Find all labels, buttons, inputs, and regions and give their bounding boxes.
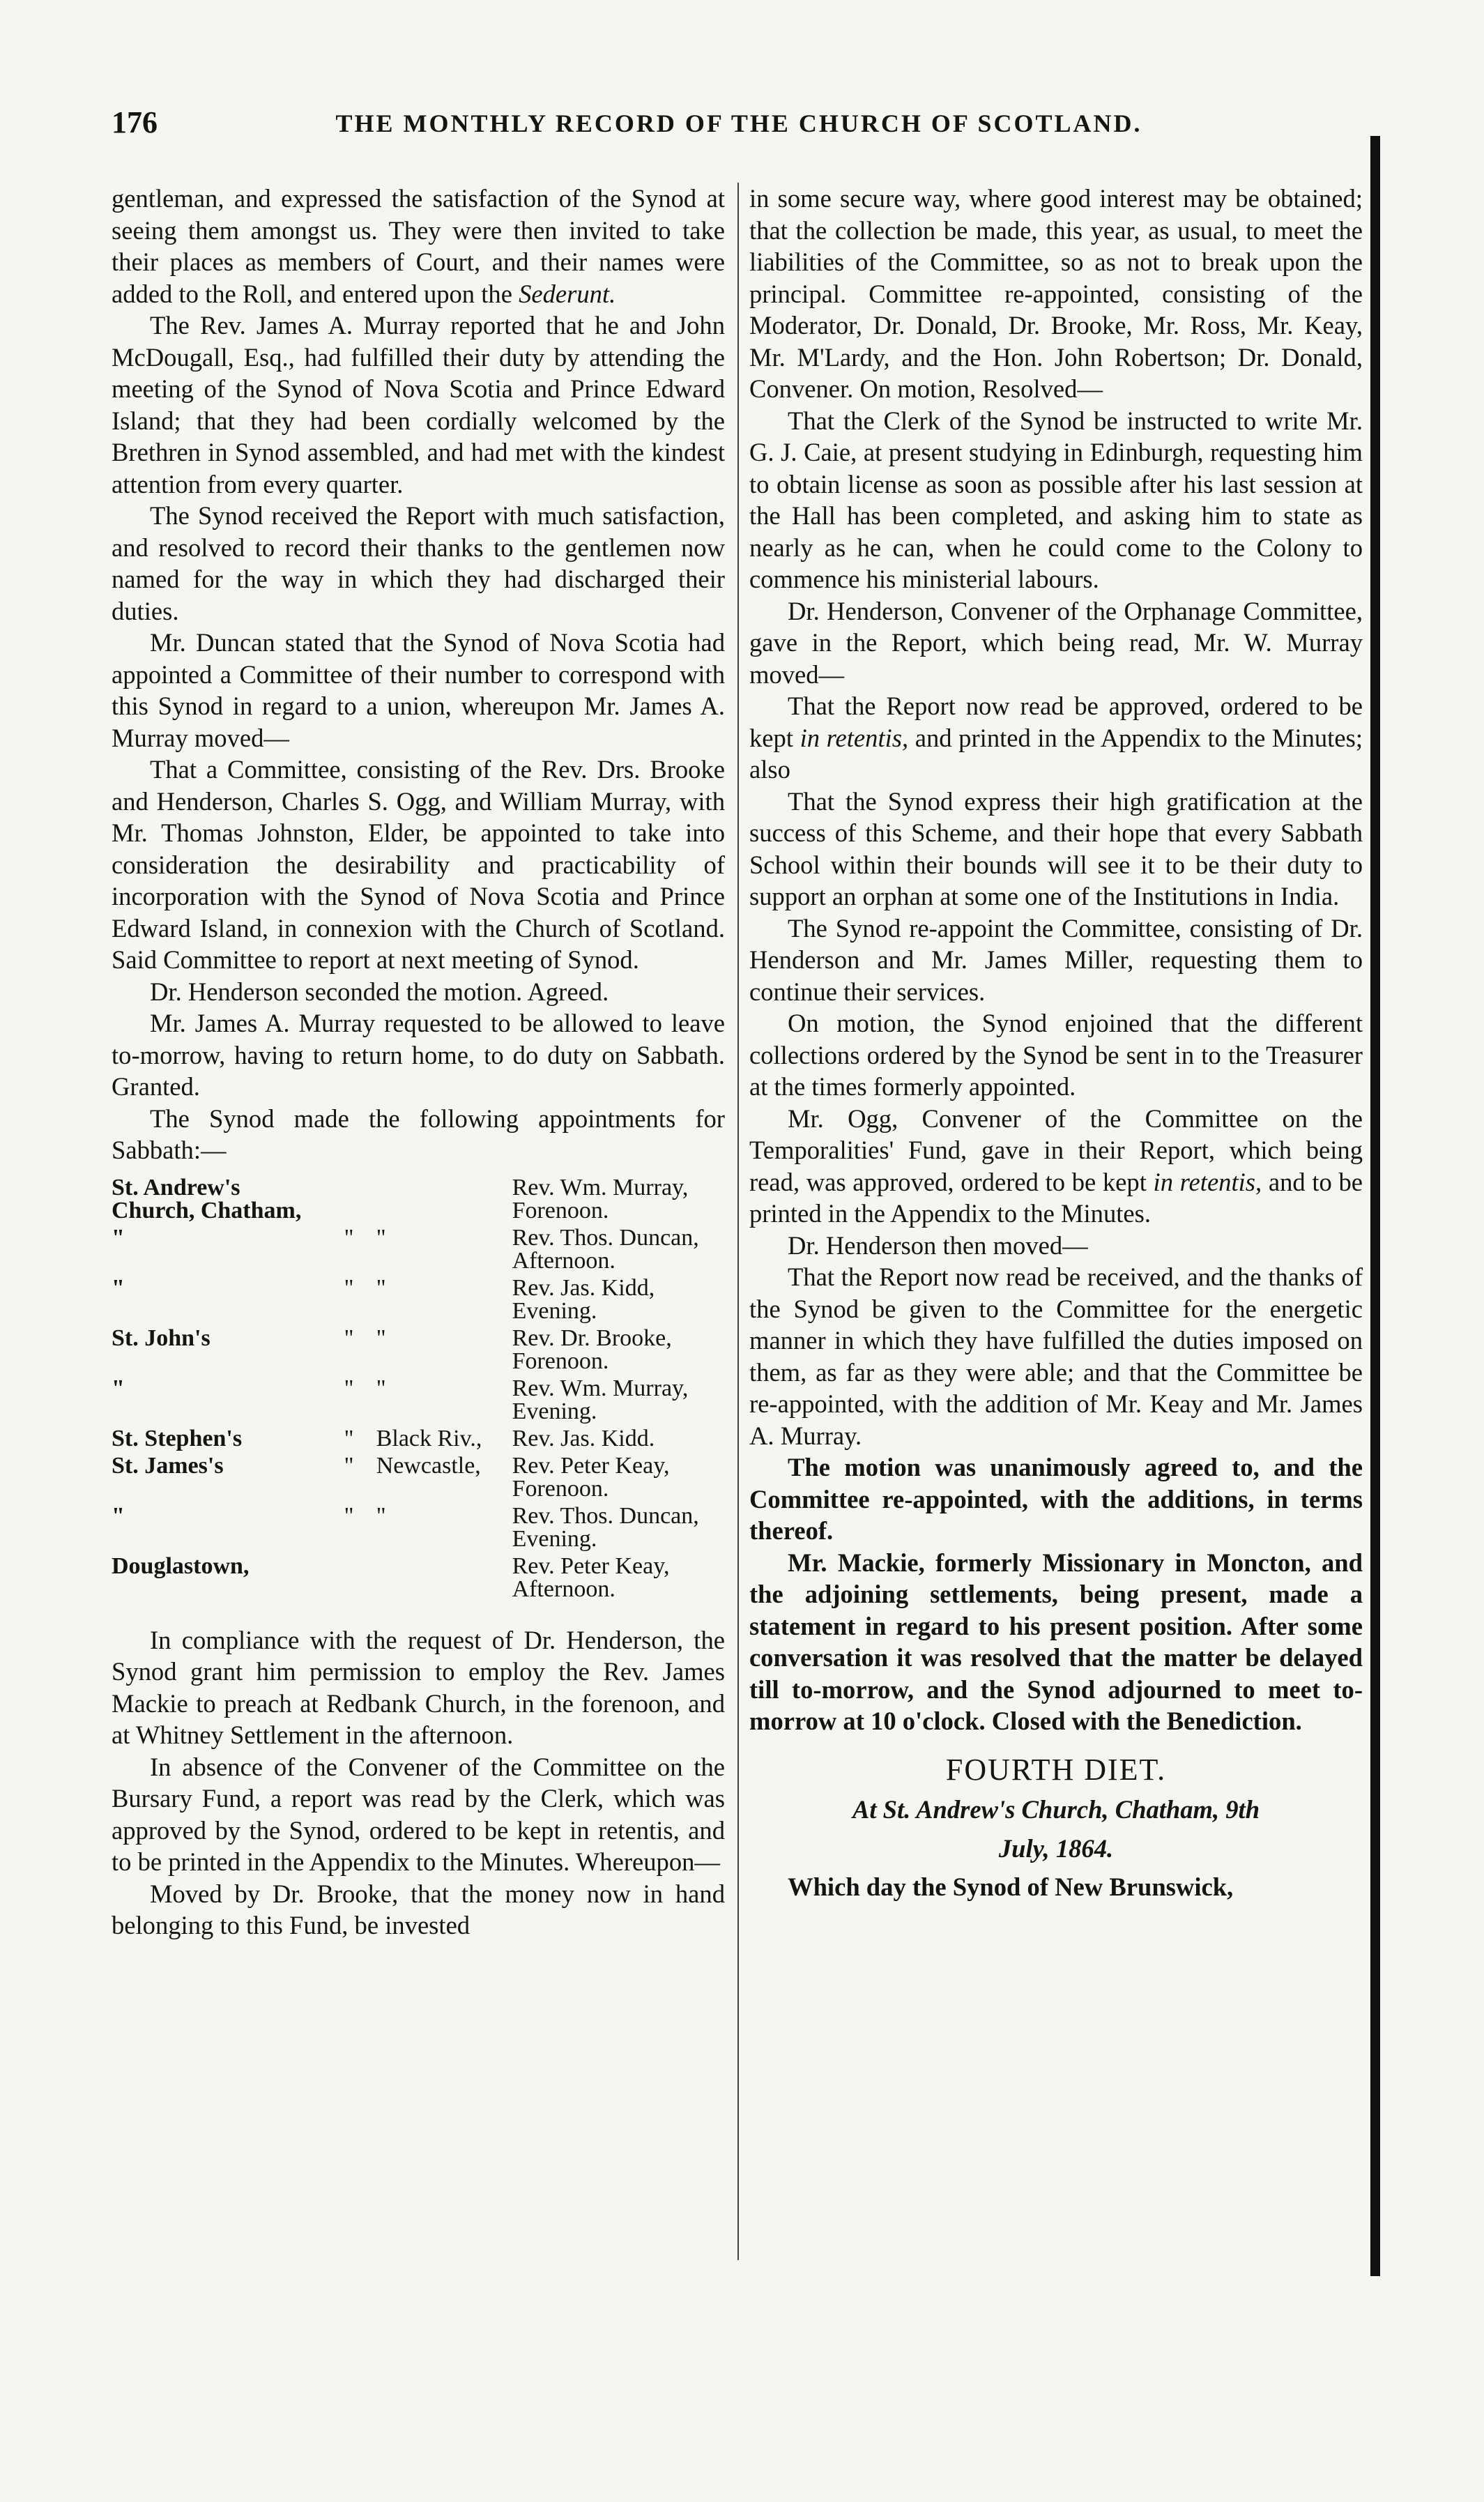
- schedule-preacher: Rev. Peter Keay, Afternoon.: [512, 1553, 670, 1602]
- schedule-ditto: [324, 1176, 376, 1226]
- running-title: THE MONTHLY RECORD OF THE CHURCH OF SCOTLAND.: [335, 109, 1142, 137]
- schedule-place: St. Andrew's Church, Chatham,: [112, 1174, 302, 1223]
- paragraph: gentleman, and expressed the satisfaction of the Synod at seeing them amongst us. They were then invited to take their places as members of Court, and their names were added to the Roll, and entered upon the Sederunt.: [112, 184, 725, 308]
- schedule-row: [112, 1427, 725, 1454]
- schedule-preacher: Rev. Wm. Murray, Evening.: [512, 1375, 689, 1424]
- schedule-preacher: Rev. Peter Keay, Forenoon.: [512, 1452, 670, 1502]
- paragraph: That the Report now read be approved, ordered to be kept in retentis, and printed in the Appendix to the Minutes; also: [749, 692, 1363, 784]
- schedule-ditto: ": [344, 1325, 354, 1351]
- schedule-location: Newcastle,: [376, 1452, 481, 1479]
- schedule-row: [112, 1327, 725, 1377]
- schedule-ditto: ": [344, 1502, 354, 1529]
- paragraph: In absence of the Convener of the Committee on the Bursary Fund, a report was read by the Clerk, which was approved by the Synod, ordered to be kept in retentis, and to be printed in the Appendix to the Minutes. Whereupon—: [112, 1752, 725, 1876]
- left-column: [112, 183, 725, 1942]
- schedule-preacher: Rev. Jas. Kidd.: [512, 1425, 655, 1451]
- paragraph: Mr. James A. Murray requested to be allowed to leave to-morrow, having to return home, to do duty on Sabbath. Granted.: [112, 1009, 725, 1101]
- paragraph: The motion was unanimously agreed to, and the Committee re-appointed, with the additions, in terms thereof.: [749, 1453, 1363, 1545]
- schedule-ditto: ": [344, 1274, 354, 1301]
- paragraph: Moved by Dr. Brooke, that the money now in hand belonging to this Fund, be invested: [112, 1879, 725, 1939]
- schedule-location: [376, 1555, 512, 1605]
- schedule-place: ": [112, 1502, 125, 1529]
- page-header: [112, 105, 1366, 153]
- schedule-ditto: ": [344, 1224, 354, 1251]
- section-heading: FOURTH DIET.: [945, 1752, 1167, 1787]
- paragraph: That the Clerk of the Synod be instructed to write Mr. G. J. Caie, at present studying in Edinburgh, requesting him to obtain license as soon as possible after his last session at the Hall has been completed, and asking him to state as nearly as he can, when he could come to the Colony to commence his ministerial labours.: [749, 406, 1363, 593]
- schedule-ditto: ": [344, 1425, 354, 1451]
- page-edge-bar: [1370, 136, 1380, 2276]
- schedule-preacher: Rev. Jas. Kidd, Evening.: [512, 1274, 655, 1324]
- schedule-location: [376, 1176, 512, 1226]
- paragraph: That a Committee, consisting of the Rev. Drs. Brooke and Henderson, Charles S. Ogg, and William Murray, with Mr. Thomas Johnston, Elder, be appointed to take into consideration the desirability and practicability of incorporation with the Synod of Nova Scotia and Prince Edward Island, in connexion with the Church of Scotland. Said Committee to report at next meeting of Synod.: [112, 755, 725, 974]
- paragraph: Dr. Henderson seconded the motion. Agreed.: [150, 977, 609, 1006]
- schedule-ditto: ": [344, 1375, 354, 1401]
- paragraph: Dr. Henderson then moved—: [788, 1230, 1088, 1260]
- schedule-place: ": [112, 1375, 125, 1401]
- paragraph: Mr. Duncan stated that the Synod of Nova Scotia had appointed a Committee of their number to correspond with this Synod in regard to a union, whereupon Mr. James A. Murray moved—: [112, 628, 725, 752]
- paragraph: On motion, the Synod enjoined that the different collections ordered by the Synod be sent in to the Treasurer at the times formerly appointed.: [749, 1009, 1363, 1101]
- paragraph: That the Report now read be received, and the thanks of the Synod be given to the Committee for the energetic manner in which they have fulfilled the duties imposed on them, as far as they were able; and that the Committee be re-appointed, with the addition of Mr. Keay and Mr. James A. Murray.: [749, 1263, 1363, 1450]
- schedule-row: [112, 1226, 725, 1276]
- paragraph: Which day the Synod of New Brunswick,: [788, 1872, 1234, 1901]
- dateline: At St. Andrew's Church, Chatham, 9th: [852, 1795, 1260, 1824]
- schedule-ditto: ": [344, 1452, 354, 1479]
- schedule-location: ": [376, 1375, 386, 1401]
- schedule-row: [112, 1555, 725, 1605]
- schedule-place: ": [112, 1274, 125, 1301]
- schedule-row: [112, 1276, 725, 1327]
- schedule-place: Douglastown,: [112, 1553, 250, 1579]
- schedule-place: St. John's: [112, 1325, 211, 1351]
- page-number: 176: [112, 105, 158, 139]
- schedule-place: St. James's: [112, 1452, 224, 1479]
- paragraph: Dr. Henderson, Convener of the Orphanage Committee, gave in the Report, which being read, Mr. W. Murray moved—: [749, 596, 1363, 689]
- right-column: [749, 183, 1363, 1903]
- paragraph: That the Synod express their high gratification at the success of this Scheme, and their hope that every Sabbath School within their bounds will see it to be their duty to support an orphan at some one of the Institutions in India.: [749, 786, 1363, 910]
- schedule-place: ": [112, 1224, 125, 1251]
- paragraph: The Synod made the following appointments for Sabbath:—: [112, 1104, 725, 1164]
- sabbath-appointments-table: [112, 1176, 725, 1605]
- schedule-preacher: Rev. Thos. Duncan, Evening.: [512, 1502, 699, 1552]
- schedule-place: St. Stephen's: [112, 1425, 243, 1451]
- schedule-row: [112, 1454, 725, 1504]
- schedule-location: ": [376, 1224, 386, 1251]
- schedule-location: Black Riv.,: [376, 1425, 482, 1451]
- schedule-preacher: Rev. Thos. Duncan, Afternoon.: [512, 1224, 699, 1274]
- schedule-location: ": [376, 1502, 386, 1529]
- paragraph: The Synod re-appoint the Committee, consisting of Dr. Henderson and Mr. James Miller, requesting them to continue their services.: [749, 913, 1363, 1006]
- schedule-row: [112, 1504, 725, 1555]
- paragraph: The Rev. James A. Murray reported that he and John McDougall, Esq., had fulfilled their duty by attending the meeting of the Synod of Nova Scotia and Prince Edward Island; that they had been cordially welcomed by the Brethren in Synod assembled, and had met with the kindest attention from every quarter.: [112, 311, 725, 498]
- schedule-ditto: [324, 1555, 376, 1605]
- paragraph: The Synod received the Report with much satisfaction, and resolved to record their thanks to the gentlemen now named for the way in which they had discharged their duties.: [112, 501, 725, 625]
- schedule-location: ": [376, 1325, 386, 1351]
- column-divider: [737, 183, 739, 2260]
- schedule-preacher: Rev. Dr. Brooke, Forenoon.: [512, 1325, 672, 1374]
- paragraph: Mr. Mackie, formerly Missionary in Moncton, and the adjoining settlements, being present, made a statement in regard to his present position. After some conversation it was resolved that the matter be delayed till to-morrow, and the Synod adjourned to meet to-morrow at 10 o'clock. Closed with the Benediction.: [749, 1548, 1363, 1735]
- paragraph: Mr. Ogg, Convener of the Committee on the Temporalities' Fund, gave in their Report, which being read, was approved, ordered to be kept in retentis, and to be printed in the Appendix to the Minutes.: [749, 1104, 1363, 1228]
- paragraph: In compliance with the request of Dr. Henderson, the Synod grant him permission to employ the Rev. James Mackie to preach at Redbank Church, in the forenoon, and at Whitney Settlement in the afternoon.: [112, 1625, 725, 1749]
- schedule-location: ": [376, 1274, 386, 1301]
- dateline: July, 1864.: [998, 1833, 1114, 1863]
- paragraph: in some secure way, where good interest may be obtained; that the collection be made, this year, as usual, to meet the liabilities of the Committee, so as not to break upon the principal. Committee re-appointed, consisting of the Moderator, Dr. Donald, Dr. Brooke, Mr. Ross, Mr. Keay, Mr. M'Lardy, and the Hon. John Robertson; Dr. Donald, Convener. On motion, Resolved—: [749, 184, 1363, 403]
- schedule-row: [112, 1176, 725, 1226]
- schedule-preacher: Rev. Wm. Murray, Forenoon.: [512, 1174, 689, 1223]
- schedule-row: [112, 1377, 725, 1427]
